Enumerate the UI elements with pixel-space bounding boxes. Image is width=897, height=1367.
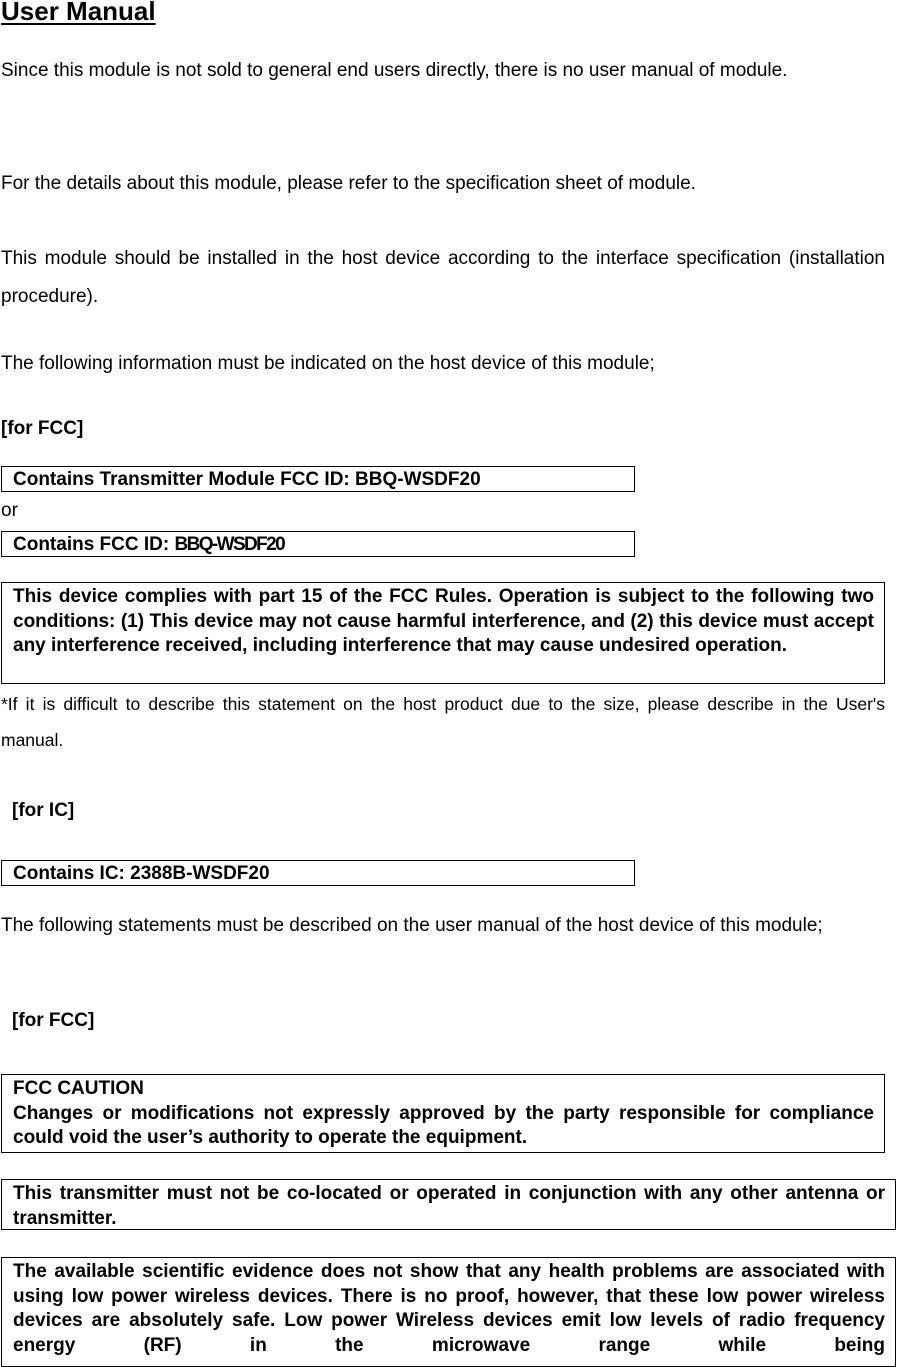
fcc-caution-title: FCC CAUTION bbox=[13, 1078, 144, 1099]
ic-label-heading: [for IC] bbox=[12, 800, 75, 821]
fcc-module-label-box bbox=[1, 466, 635, 492]
rf-exposure-statement-box: The available scientific evidence does not show that any health problems are associated with using low power wireless devices. There is no proof, however, that these low power wireless devices are absolutely safe. Low power Wireless devices emit low levels of radio frequency energy (RF) in the microwave range while being bbox=[1, 1257, 896, 1367]
fcc-module-label-prefix: Contains Transmitter Module FCC ID: bbox=[13, 469, 356, 490]
fcc-caution-text: Changes or modifications not expressly approved by the party responsible for compliance could void the user’s authority to operate the equipment. bbox=[13, 1102, 874, 1148]
colocation-statement-box: This transmitter must not be co-located or operated in conjunction with any other antenna or transmitter. bbox=[1, 1179, 896, 1230]
fcc-id-label-box bbox=[1, 531, 635, 557]
fcc-id-label-prefix: Contains FCC ID: bbox=[13, 534, 175, 555]
intro-paragraph-3: This module should be installed in the host device according to the interface specification (installation procedure). bbox=[1, 248, 885, 307]
intro-paragraph-2: For the details about this module, please refer to the specification sheet of module. bbox=[1, 173, 696, 194]
fcc-size-note: *If it is difficult to describe this statement on the host product due to the size, please describe in the User's manual. bbox=[1, 694, 885, 750]
manual-fcc-heading: [for FCC] bbox=[12, 1010, 95, 1031]
intro-paragraph-4: The following information must be indicated on the host device of this module; bbox=[1, 353, 655, 374]
ic-label-box bbox=[1, 860, 635, 886]
fcc-module-id: BBQ-WSDF20 bbox=[355, 469, 481, 490]
ic-label-text: Contains IC: 2388B-WSDF20 bbox=[13, 863, 270, 884]
manual-statements-intro: The following statements must be described on the user manual of the host device of this module; bbox=[1, 915, 823, 936]
fcc-caution-box bbox=[1, 1074, 885, 1153]
fcc-compliance-statement-box: This device complies with part 15 of the FCC Rules. Operation is subject to the following two conditions: (1) This device may not cause harmful interference, and (2) this device must accept any interference received, including interference that may cause undesired operation. bbox=[1, 582, 885, 684]
intro-paragraph-1: Since this module is not sold to general end users directly, there is no user manual of module. bbox=[1, 60, 788, 81]
fcc-id-value: BBQ-WSDF20 bbox=[174, 534, 285, 555]
or-text: or bbox=[1, 500, 18, 521]
page-title: User Manual bbox=[1, 0, 156, 26]
fcc-label-heading: [for FCC] bbox=[1, 418, 84, 439]
